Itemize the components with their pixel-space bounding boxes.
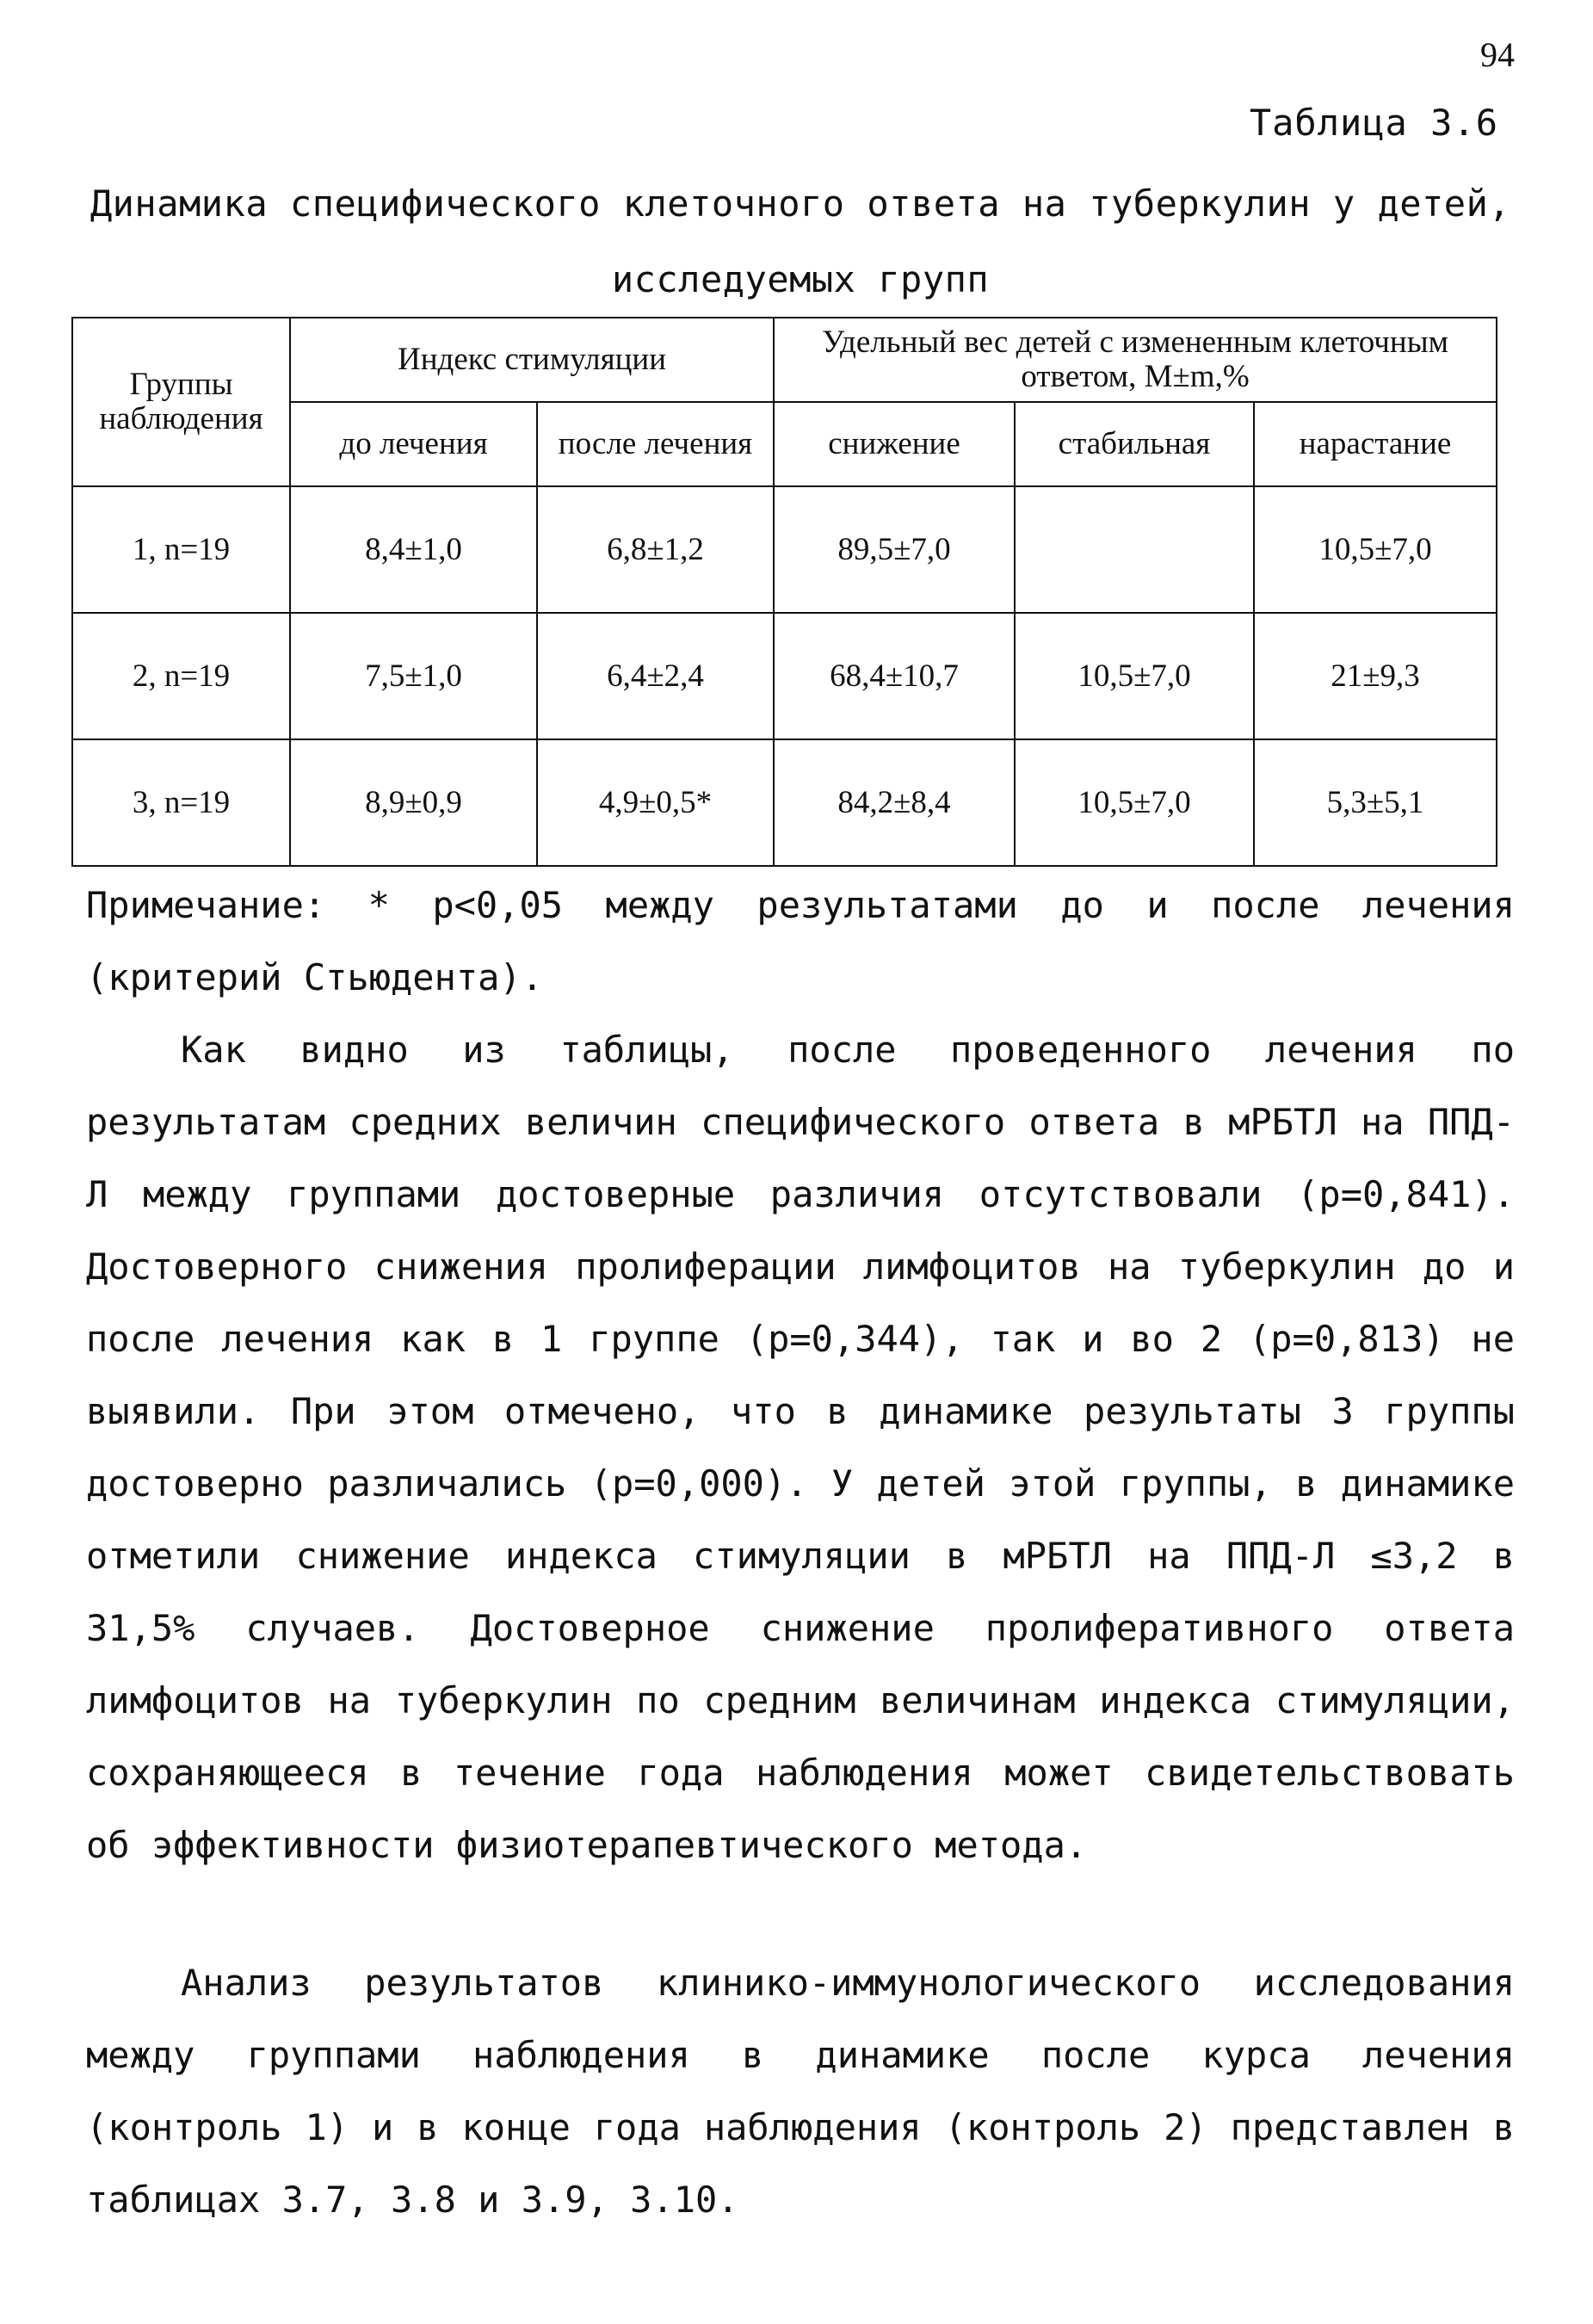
header-groups: Группы наблюдения — [72, 318, 290, 486]
cell-before: 7,5±1,0 — [290, 613, 537, 739]
cell-after: 6,4±2,4 — [537, 613, 774, 739]
header-share-changed-response: Удельный вес детей с измененным клеточным ответом, M±m,% — [774, 318, 1497, 402]
header-stimulation-index: Индекс стимуляции — [290, 318, 774, 402]
body-paragraph: Анализ результатов клинико-иммунологического исследования между группами наблюдения в динамике после курса лечения (контроль 1) и в конце года наблюдения (контроль 2) представлен в таблицах 3.7, 3.8 и 3.9, 3.10. — [86, 1962, 1515, 2221]
cell-stable: 10,5±7,0 — [1015, 739, 1254, 866]
cell-before: 8,9±0,9 — [290, 739, 537, 866]
table-header-row — [72, 318, 1497, 402]
header-decrease: снижение — [774, 402, 1015, 486]
cell-increase: 21±9,3 — [1254, 613, 1497, 739]
cell-after: 6,8±1,2 — [537, 486, 774, 613]
cell-decrease: 89,5±7,0 — [774, 486, 1015, 613]
table-note: Примечание: * p<0,05 между результатами до и после лечения (критерий Стьюдента). — [86, 884, 1515, 998]
header-increase: нарастание — [1254, 402, 1497, 486]
cell-after: 4,9±0,5* — [537, 739, 774, 866]
cell-stable — [1015, 486, 1254, 613]
cell-group: 3, n=19 — [72, 739, 290, 866]
body-paragraph: Как видно из таблицы, после проведенного лечения по результатам средних величин специфического ответа в мРБТЛ на ППД-Л между группами достоверные различия отсутствовали (р=0,841). Достоверного снижения пролиферации лимфоцитов на туберкулин до и после лечения как в 1 группе (р=0,344), так и во 2 (р=0,813) не выявили. При этом отмечено, что в динамике результаты 3 группы достоверно различались (р=0,000). У детей этой группы, в динамике отметили снижение индекса стимуляции в мРБТЛ на ППД-Л ≤3,2 в 31,5% случаев. Достоверное снижение пролиферативного ответа лимфоцитов на туберкулин по средним величинам индекса стимуляции, сохраняющееся в течение года наблюдения может свидетельствовать об эффективности физиотерапевтического метода. — [86, 1029, 1515, 1866]
page-number: 94 — [1480, 35, 1515, 74]
table-row — [72, 613, 1497, 739]
cell-increase: 5,3±5,1 — [1254, 739, 1497, 866]
cell-increase: 10,5±7,0 — [1254, 486, 1497, 613]
cell-decrease: 84,2±8,4 — [774, 739, 1015, 866]
table-label: Таблица 3.6 — [1249, 102, 1498, 144]
cell-group: 1, n=19 — [72, 486, 290, 613]
header-stable: стабильная — [1015, 402, 1254, 486]
table-row — [72, 739, 1497, 866]
results-table — [71, 317, 1497, 867]
header-before-treatment: до лечения — [290, 402, 537, 486]
cell-before: 8,4±1,0 — [290, 486, 537, 613]
table-row — [72, 486, 1497, 613]
cell-decrease: 68,4±10,7 — [774, 613, 1015, 739]
cell-stable: 10,5±7,0 — [1015, 613, 1254, 739]
header-after-treatment: после лечения — [537, 402, 774, 486]
cell-group: 2, n=19 — [72, 613, 290, 739]
table-title: Динамика специфического клеточного ответа на туберкулин у детей, исследуемых групп — [90, 182, 1511, 300]
